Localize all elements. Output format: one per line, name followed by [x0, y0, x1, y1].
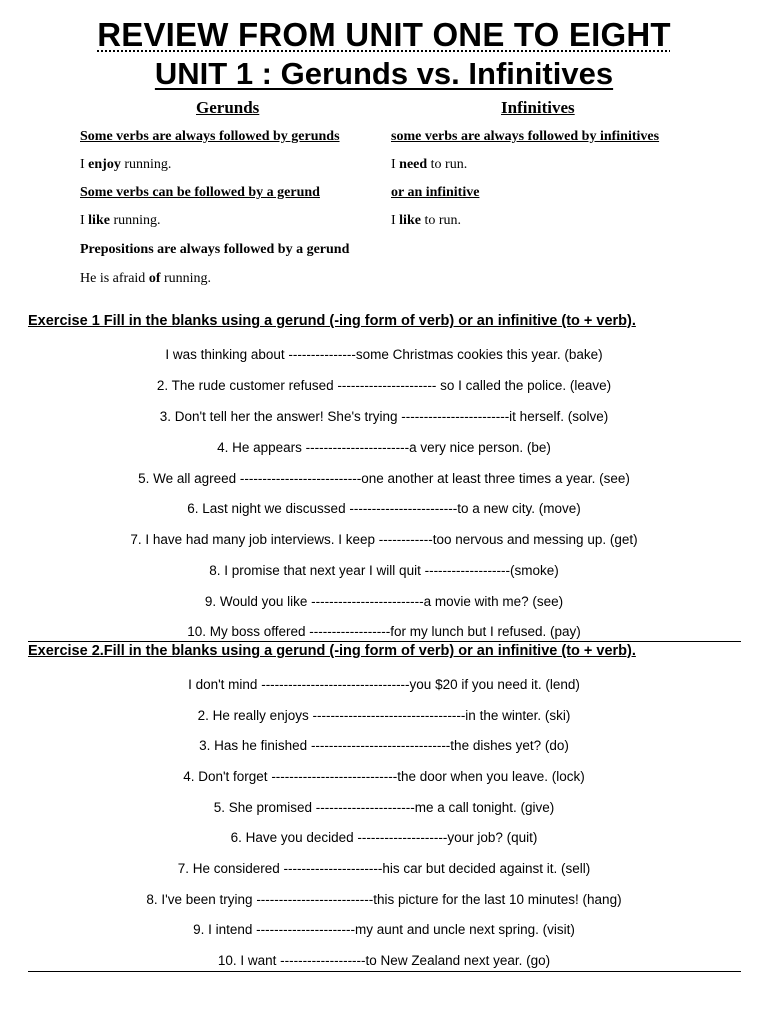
- exercise-2-item: 9. I intend ----------------------my aunt and uncle next spring. (visit): [193, 922, 575, 937]
- page-title: REVIEW FROM UNIT ONE TO EIGHT: [97, 16, 671, 53]
- exercise-2-item: 4. Don't forget ----------------------------the door when you leave. (lock): [183, 769, 585, 784]
- infinitives-heading: Infinitives: [501, 98, 575, 117]
- exercise-2-item: 7. He considered ----------------------his car but decided against it. (sell): [177, 861, 591, 876]
- exercise-1-item: 2. The rude customer refused ---------------------- so I called the police. (leave): [156, 378, 612, 393]
- unit-title: UNIT 1 : Gerunds vs. Infinitives: [154, 56, 614, 91]
- gerunds-example-1: I enjoy running.: [80, 157, 172, 172]
- exercise-2-item: 2. He really enjoys ----------------------------------in the winter. (ski): [197, 708, 571, 723]
- exercise-1-heading: Exercise 1 Fill in the blanks using a gerund (-ing form of verb) or an infinitive (to + verb).: [28, 313, 636, 329]
- exercise-2-item: 10. I want -------------------to New Zealand next year. (go): [217, 953, 551, 968]
- gerunds-heading: Gerunds: [196, 98, 260, 117]
- exercise-1-item: 6. Last night we discussed ------------------------to a new city. (move): [187, 501, 581, 516]
- infinitives-example-2: I like to run.: [391, 213, 462, 228]
- gerunds-rule-1: Some verbs are always followed by gerunds: [80, 129, 340, 144]
- gerunds-rule-3: Prepositions are always followed by a gerund: [80, 242, 350, 257]
- infinitives-rule-1: some verbs are always followed by infinitives: [391, 129, 660, 144]
- exercise-1-item: I was thinking about ---------------some Christmas cookies this year. (bake): [165, 347, 603, 362]
- exercise-1-item: 10. My boss offered ------------------for my lunch but I refused. (pay): [187, 624, 581, 639]
- exercise-1-item: 8. I promise that next year I will quit -------------------(smoke): [209, 563, 559, 578]
- exercise-1-item: 3. Don't tell her the answer! She's trying ------------------------it herself. (solve): [159, 409, 609, 424]
- exercise-2-item: 3. Has he finished -------------------------------the dishes yet? (do): [199, 738, 569, 753]
- exercise-2-item: 8. I've been trying --------------------------this picture for the last 10 minutes! (hang): [146, 892, 622, 907]
- gerunds-rule-2: Some verbs can be followed by a gerund: [80, 185, 320, 200]
- exercise-2-item: 6. Have you decided --------------------your job? (quit): [230, 830, 538, 845]
- exercise-2-item: 5. She promised ----------------------me a call tonight. (give): [213, 800, 555, 815]
- section-divider: [28, 641, 741, 642]
- exercise-1-item: 5. We all agreed ---------------------------one another at least three times a year. (see): [138, 471, 630, 486]
- exercise-1-item: 4. He appears -----------------------a very nice person. (be): [217, 440, 551, 455]
- exercise-2-heading: Exercise 2.Fill in the blanks using a gerund (-ing form of verb) or an infinitive (to + verb).: [28, 643, 636, 659]
- exercise-2-item: I don't mind ---------------------------------you $20 if you need it. (lend): [188, 677, 580, 692]
- section-divider: [28, 971, 741, 972]
- infinitives-example-1: I need to run.: [391, 157, 468, 172]
- infinitives-rule-2: or an infinitive: [391, 185, 480, 200]
- exercise-1-item: 7. I have had many job interviews. I keep ------------too nervous and messing up. (get): [130, 532, 638, 547]
- gerunds-example-2: I like running.: [80, 213, 161, 228]
- exercise-1-item: 9. Would you like -------------------------a movie with me? (see): [204, 594, 564, 609]
- gerunds-example-3: He is afraid of running.: [80, 271, 212, 286]
